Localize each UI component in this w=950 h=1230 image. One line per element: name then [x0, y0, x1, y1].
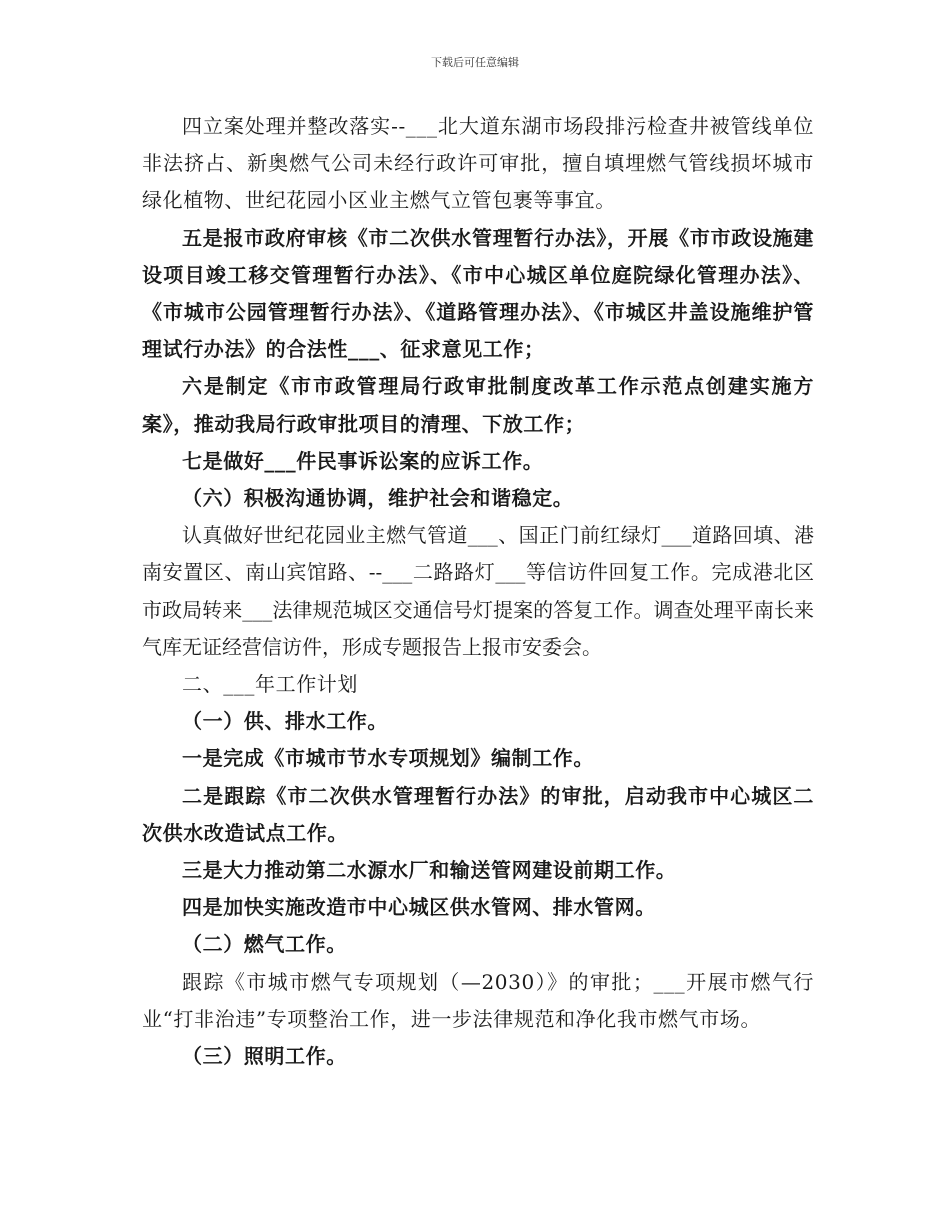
subheading-water: （一）供、排水工作。	[182, 709, 388, 734]
paragraph-item-six: 六是制定《市市政管理局行政审批制度改革工作示范点创建实施方案》，推动我局行政审批项目的清理、下放工作；	[142, 374, 814, 436]
paragraph-item-four: 四立案处理并整改落实--___北大道东湖市场段排污检查井被管线单位非法挤占、新奥燃气公司未经行政许可审批，擅自填埋燃气管线损坏城市绿化植物、世纪花园小区业主燃气立管包裹等事宜。	[142, 114, 814, 213]
section-heading-six: （六）积极沟通协调，维护社会和谐稳定。	[182, 486, 574, 511]
plan-item-two: 二是跟踪《市二次供水管理暂行办法》的审批，启动我市中心城区二次供水改造试点工作。	[142, 783, 814, 845]
plan-item-one: 一是完成《市城市节水专项规划》编制工作。	[182, 746, 594, 771]
subheading-gas: （二）燃气工作。	[182, 932, 347, 957]
plan-item-three: 三是大力推动第二水源水厂和输送管网建设前期工作。	[182, 858, 677, 883]
page-header: 下载后可任意编辑	[431, 56, 519, 69]
subheading-lighting: （三）照明工作。	[182, 1044, 347, 1069]
paragraph-petitions: 认真做好世纪花园业主燃气管道___、国正门前红绿灯___道路回填、港南安置区、南山宾馆路、--___二路路灯___等信访件回复工作。完成港北区市政局转来___法律规范城区交通信号灯提案的答复工作。调查处理平南长来气库无证经营信访件，形成专题报告上报市安委会。	[142, 523, 814, 659]
document-body	[142, 108, 814, 1075]
paragraph-item-seven: 七是做好___件民事诉讼案的应诉工作。	[182, 448, 544, 473]
paragraph-gas: 跟踪《市城市燃气专项规划（—2030）》的审批；___开展市燃气行业“打非治违”专项整治工作，进一步法律规范和净化我市燃气市场。	[142, 969, 814, 1031]
paragraph-item-five: 五是报市政府审核《市二次供水管理暂行办法》，开展《市市政设施建设项目竣工移交管理暂行办法》、《市中心城区单位庭院绿化管理办法》、《市城市公园管理暂行办法》、《道路管理办法》、《市城区井盖设施维护管理试行办法》的合法性___、征求意见工作；	[142, 225, 814, 362]
plan-item-four: 四是加快实施改造市中心城区供水管网、排水管网。	[182, 895, 656, 920]
section-heading-plan: 二、___年工作计划	[182, 672, 358, 697]
